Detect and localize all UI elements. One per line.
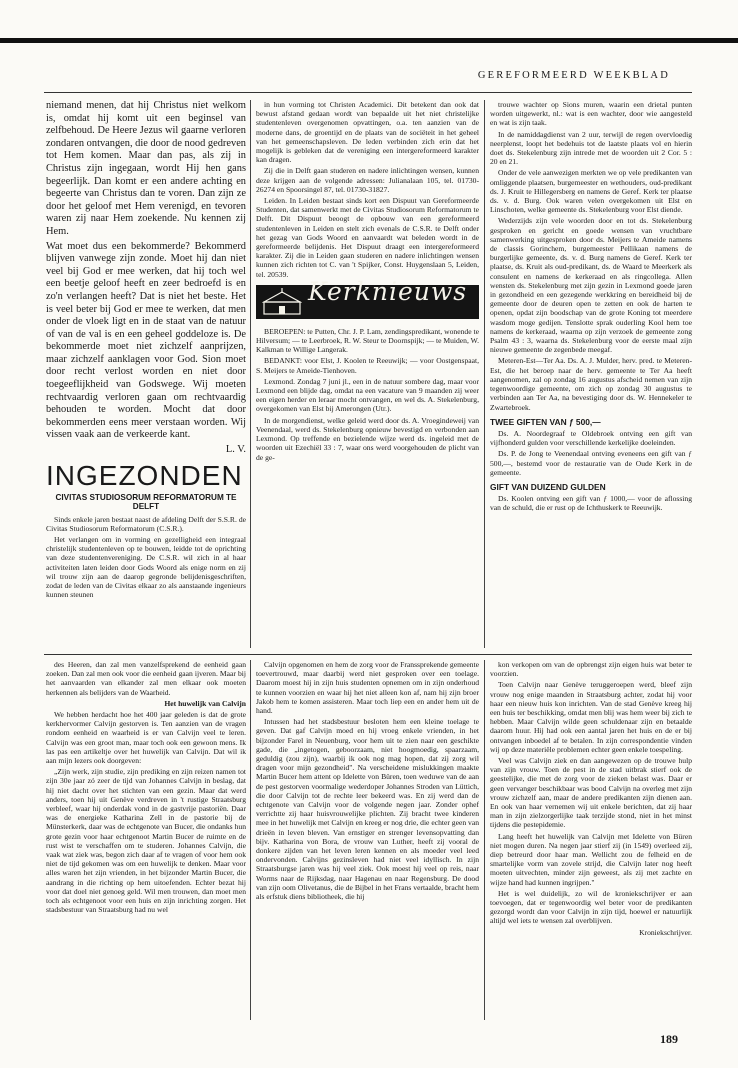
paragraph: Het verlangen om in vorming en gezelligheid een integraal christelijk studentenleven op te bouwen, leidde tot de oprichting van deze studentenvereniging. De C.S.R. wil zich in al haar activiteiten laten leiden door Gods Woord als enige norm en zij wil trouw zijn aan de daarop gegronde belijdenisgeschriften, zodat de leden van de Civitas elkaar zo als aanstaande ingenieurs kunnen steunen: [46, 535, 246, 600]
paragraph: Ds. P. de Jong te Veenendaal ontving eveneens een gift van ƒ 500,—, bestemd voor de restauratie van de Oude Kerk in de gemeente.: [490, 449, 692, 477]
paragraph: Meteren-Est—Ter Aa. Ds. A. J. Mulder, herv. pred. te Meteren-Est, die het beroep naar de herv. gemeente te Ter Aa heeft aangenomen, zal op zondag 16 augustus afscheid nemen van zijn tegenwoordige gemeente, om zich op zondag 30 augustus te verbinden aan Ter Aa, na bevestiging door ds. W. Hennekeler te Zwartebroek.: [490, 356, 692, 412]
top-right-column: [490, 100, 692, 650]
top-black-bar: [0, 38, 738, 43]
news-item: In de morgendienst, welke geleid werd door ds. A. Vroegindeweij van Veenendaal, werd ds. Stekelenburg opnieuw bevestigd en verbonden aan Lexmond. Op treffende en bezielende wijze werd ds. ingeleid met de woorden uit Ezechiël 33 : 7, waar ons werd voorgehouden de plicht van de ge-: [256, 415, 479, 462]
paragraph: kon verkopen om van de opbrengst zijn eigen huis wat beter te voorzien.: [490, 660, 692, 679]
page-number: 189: [660, 1032, 678, 1046]
paragraph: Sinds enkele jaren bestaat naast de afdeling Delft der S.S.R. de Civitas Studiosorum Reformatorum (C.S.R.).: [46, 514, 246, 533]
paragraph: Lang heeft het huwelijk van Calvijn met Idelette von Büren niet mogen duren. Na negen jaar stierf zij (in 1549) overleed zij, diep betreurd door haar man. Wellicht zou de felheid en de smartelijke vorm van zovele strijd, die Calvijn later nog heeft moeten uitvechten, minder zijn geweest, als zij met zachte en wijze hand had kunnen ingrijpen.": [490, 831, 692, 887]
paragraph: Leiden. In Leiden bestaat sinds kort een Dispuut van Gereformeerde Studenten, dat samenwerkt met de Civitas Studiosorum Reformatorum te Delft. Dit Dispuut beoogt de opbouw van een gereformeerd studentenleven in Leiden en stelt zich evenals de C.S.R. te Delft onder het gezag van Gods Woord en aanvaardt wat beleden wordt in de gereformeerde belijdenis. Het Dispuut draagt een intergereformeerd karakter. Zij die in Leiden gaan studeren en nadere inlichtingen wensen kunnen zich richten tot C. van 't Spijker, Const. Huygenslaan 5, Leiden, tel. 20539.: [256, 196, 479, 279]
article-continuation: [46, 100, 246, 457]
paragraph: niemand menen, dat hij Christus niet welkom is, omdat hij komt uit een beginsel van zelfbehoud. De Heere Jezus wil gaarne verloren zondaren ontvangen, die door de nood gedreven tot Hem komen. Maar dan pas, als zij in Christus zijn ingegaan, wordt Hij hen gans begeerlijk. Dan komt er een andere achting en begeerte van Christus dan te voren. Dan zijn ze door het geloof met Hem verenigd, en tevoren waren zij naar Hem zoekende. Nu kennen zij Hem.: [46, 100, 246, 237]
column-divider: [250, 100, 251, 648]
bottom-right-column: [490, 660, 692, 1022]
mid-page-rule: [44, 654, 692, 655]
kerknieuws-banner: [256, 276, 479, 319]
bottom-left-column: [46, 660, 246, 1022]
top-middle-column: [256, 100, 479, 650]
column-divider: [250, 660, 251, 1020]
paragraph: Veel was Calvijn ziek en dan aangewezen op de trouwe hulp van zijn vrouw. Toen de pest in de stad uitbrak stierf ook de geestelijke, die met de zorg voor de zieken belast was. Daar er geen vervanger beschikbaar was bood Calvijn na overleg met zijn vrouw zichzelf aan, maar de andere predikanten zijn dienen aan. En ook van haar vernemen wij uit enkele berichten, dat zij haar man in zijn zielzorgerlijke taak terzijde stond, niet in het minst tijdens die pestepidemie.: [490, 756, 692, 830]
paragraph: Toen Calvijn naar Genève teruggeroepen werd, bleef zijn vrouw nog enige maanden in Straatsburg achter, zodat hij voor haar een nieuw huis kon inrichten. Van de stad Genève kreeg hij een huis ter beschikking, omdat men blij was hem weer bij zich te hebben. Maar Calvijn wilde geen schuldenaar zijn en betaalde daarom huur. Hij had ook een aantal jaren het huis en de er bij ontvangen inboedel af te betalen. In zijn correspondentie vinden wij op deze materiële problemen echter geen enkele toespeling.: [490, 680, 692, 754]
paragraph: des Heeren, dan zal men vanzelfsprekend de eenheid gaan zoeken. Dan zal men ook voor die eenheid gaan ijveren. Maar bij het aanvaarden van elkander zal men elkaar ook moeten herkennen als belijders van de Waarheid.: [46, 660, 246, 697]
bottom-middle-column: [256, 660, 479, 1022]
paragraph: trouwe wachter op Sions muren, waarin een drietal punten worden uitgewerkt, nl.: wat is een wachter, door wie aangesteld en wat is zijn taak.: [490, 100, 692, 128]
paragraph: „Zijn werk, zijn studie, zijn prediking en zijn reizen namen tot zijn 30e jaar zó zeer de tijd van Johannes Calvijn in beslag, dat hij niet dacht over het stichten van een gezin. Maar dat werd anders, toen hij uit Genève verdreven in 't rustige Straatsburg verbleef, waar hij onderdak vond in de gastvrije pastoriën. Daar was de energieke Katharina Zell in de pastorie bij de Münsterkerk, daar was de echtgenote van Bucer, die ondanks hun grote gezin voor haar echtgenoot Martin Bucer de ruimte en de rust wist te verschaffen om te studeren. Johannes Calvijn, die vaak wat ziek was, begon zich daar af te vragen of voor hem ook niet de tijd gekomen was om een huwelijk te denken. Maar voor alles waren het zijn vrienden, in het bijzonder Martin Bucer, die aandrang in die richting op hem uitoefenden. Echter bezat hij voor dat doel niet genoeg geld. Wil men trouwen, dan moet men toch als echtgenoot voor een huis en zijn inrichting zorgen. Het stadsbestuur van Straatsburg had nu wel: [46, 767, 246, 915]
paragraph: Ds. A. Noordegraaf te Oldebroek ontving een gift van vijfhonderd gulden voor verschillende kerkelijke doeleinden.: [490, 428, 692, 448]
paragraph: Het is wel duidelijk, zo wil de kroniekschrijver er aan toevoegen, dat er tegenwoordig wel beter voor de predikanten gezorgd wordt dan voor Calvijn in zijn tijd, hoewel er natuurlijk altijd wel iets te wensen zal overblijven.: [490, 888, 692, 926]
running-header: GEREFORMEERD WEEKBLAD: [477, 70, 670, 81]
news-item: BEROEPEN: te Putten, Chr. J. P. Lam, zendingspredikant, wonende te Hilversum; — te Leerbroek, R. W. Steur te Doornspijk; — te Muiden, W. Kalkman te Willige Langerak.: [256, 326, 479, 355]
paragraph: Ds. Koolen ontving een gift van ƒ 1000,— voor de aflossing van de schuld, die er rust op de Ichthuskerk te Reeuwijk.: [490, 494, 692, 513]
paragraph: Calvijn opgenomen en hem de zorg voor de Franssprekende gemeente toevertrouwd, maar daarbij werd niet gesproken over een toelage. Daarom moest hij in zijn huis studenten opnemen om in zijn onderhoud te kunnen voorzien en waar hij het niet alleen kon af, nam hij zijn broer Jakob hem te komen assisteren. Maar toch liep een en ander hem uit de hand.: [256, 660, 479, 716]
news-item: Lexmond. Zondag 7 juni jl., een in de natuur sombere dag, maar voor Lexmond een blijde dag, omdat na een vacature van 9 maanden zij weer een eigen herder en leraar mocht ontvangen, en wel ds. A. Stekelenburg, overgekomen van Elst bij Amerongen (Utr.).: [256, 376, 479, 414]
column-divider: [484, 660, 485, 1020]
paragraph: Onder de vele aanwezigen merkten we op vele predikanten van omliggende plaatsen, burgemeester en wethouders, oud-predikant ds. J. Kruit te Hillegersberg en namens de Geref. Kerk ter plaatse ds. v. d. Burg. Ook waren velen overgekomen uit Elst en Linschoten, welke gemeente ds. Stekelenburg voor Elst diende.: [490, 168, 692, 215]
header-rule: [44, 92, 692, 93]
column-divider: [484, 100, 485, 648]
section-heading: TWEE GIFTEN VAN ƒ 500,—: [490, 416, 601, 427]
paragraph: Intussen had het stadsbestuur besloten hem een kleine toelage te geven. Dat gaf Calvijn moed en hij vroeg enkele vrienden, in het bijzonder Farel in Neuenburg, voor hem uit te zien naar een geschikte gade, die „ingetogen, geboorzaam, niet hoogmoedig, spaarzaam, geduldig (zou zijn), waarbij ik ook nog mag hopen, dat zij zorg wil dragen voor mijn gezondheid". Na verscheidene mislukkingen maakte Martin Bucer hem attent op Idelette von Büren, toen weduwe van de aan de pest gestorven voormalige wederdoper Johannes Stroden van Lüttich, die door Calvijn tot de rechte leer bekeerd was. En zij werd dan de echtgenote van Calvijn voor de volgende negen jaar. Zonder ophef verrichtte zij haar huisvrouwelijke plichten. Zij bracht twee kinderen mee in het huwelijk met Calvijn en kreeg er nog drie, die echter geen van drieën in leven bleven. Van ernstiger en strenger levensopvatting dan bijv. Katharina von Bora, de vrouw van Luther, heeft zij vooral de donkere zijden van het leven leren kennen en als moeder veel leed ondervonden. Calvijns gezinsleven had niet veel idyllisch. In zijn Straatsburgse jaren was hij veel ziek. Ook moest hij veel op reis, naar Worms naar de Rijksdag, naar Hagenau en naar Regensburg. De dood van zijn oom Olivetanus, die de Bijbel in het Frans vertaalde, bracht hem als erfstuk diens bibliotheek, die hij: [256, 717, 479, 902]
signature: L. V.: [225, 444, 246, 456]
calvijn-heading: Het huwelijk van Calvijn: [164, 698, 246, 708]
church-icon: [262, 288, 302, 316]
top-left-column: [46, 100, 246, 650]
banner-title: Kerknieuws: [308, 276, 468, 306]
section-heading: GIFT VAN DUIZEND GULDEN: [490, 481, 606, 492]
paragraph: We hebben herdacht hoe het 400 jaar geleden is dat de grote kerkhervormer Calvijn gestorven is. Ten aanzien van de vragen rondom eenheid en waarheid is er van Calvijn veel te leren. Calvijn was een groot man, maar toch ook een gewoon mens. Ik las pas een artikeltje over het huwelijk van Calvijn. Dat wil ik aan mijn lezers ook doorgeven:: [46, 710, 246, 766]
paragraph: Zij die in Delft gaan studeren en nadere inlichtingen wensen, kunnen deze krijgen aan de volgende adressen: Julianalaan 105, tel. 01730-26274 en Spoorsingel 87, tel. 01730-31827.: [256, 166, 479, 194]
ingezonden-heading: INGEZONDEN: [46, 459, 243, 491]
paragraph: in hun vorming tot Christen Academici. Dit betekent dan ook dat bewust afstand gedaan wordt van bepaalde uit het niet christelijke studentenleven overgenomen opvattingen, o.a. ten aanzien van de moderne dans, de groentijd en de plaats van de sociëteit in het geheel van het gemeenschapsleven. De leden verbinden zich erin dat het mogelijk is gebleken dat de vereniging een intergereformeerd karakter kan dragen.: [256, 100, 479, 165]
signature: Kroniekschrijver.: [639, 927, 692, 937]
paragraph: In de namiddagdienst van 2 uur, terwijl de regen overvloedig neerplenst, loopt het bedehuis tot de laatste plaats vol en hierin doet ds. Stekelenburg zijn intrede met de woorden uit 2 Cor. 5 : 20 en 21.: [490, 129, 692, 167]
paragraph: Wat moet dus een bekommerde? Bekommerd blijven vanwege zijn zonde. Moet hij dan niet veel bij God er mee werken, dat hij toch wel een beetje geloof heeft en zeer bedroefd is en zo'n verlangen heeft? Dat is niet het beste. Het is veel beter bij God er mee te werken, dat men onder de vloek ligt en in de staat van de natuur of van de val is en een geheel goddeloze is. De bekommerde moet niet zichzelf aanprijzen, maar zichzelf aanklagen voor God. Sion moet door recht verlost worden en niet door toegeeflijkheid van Godswege. Wij moeten rechtvaardig verloren gaan om rechtvaardig behouden te worden. Mocht dat door bekommerden eens meer verstaan worden. Wij vissen vaak aan de verkeerde kant.: [46, 240, 246, 441]
civitas-subheading: CIVITAS STUDIOSORUM REFORMATORUM TE DELFT: [55, 492, 237, 512]
paragraph: Wederzijds zijn vele woorden door en tot ds. Stekelenburg gesproken en gericht en goede wensen van vruchtbare samenwerking uitgesproken door ds. Meijers te Ameide namens de classis Gorinchem, burgemeester Pellikaan namens de burgerlijke gemeente, ds. v. d. Burg namens de Geref. Kerk ter plaatse, ds. Kruit als oud-predikant, ds. de Waard te Meerkerk als consulent en namens de kerkeraad en als ringcollega. Allen wensten ds. Stekelenburg met zijn gezin in Lexmond goede jaren in gezondheid en een gezegende werkkring en bereidheid bij de gemeente door de deuren open te zetten en ook de harten te openen, opdat zijn boodschap van de grote Koning tot meerdere wasdom moge gedijen. Tenslotte sprak ouderling Kool hem toe namens de kerkeraad, waarna op zijn verzoek de gemeente zong Psalm 43 : 3, waarna ds. Stekelenburg voor de eerste maal zijn nieuwe gemeente de zegenbede meegaf.: [490, 216, 692, 355]
news-item: BEDANKT: voor Elst, J. Koolen te Reeuwijk; — voor Oostgenspaat, S. Meijers te Ameide-Tienhoven.: [256, 356, 479, 375]
